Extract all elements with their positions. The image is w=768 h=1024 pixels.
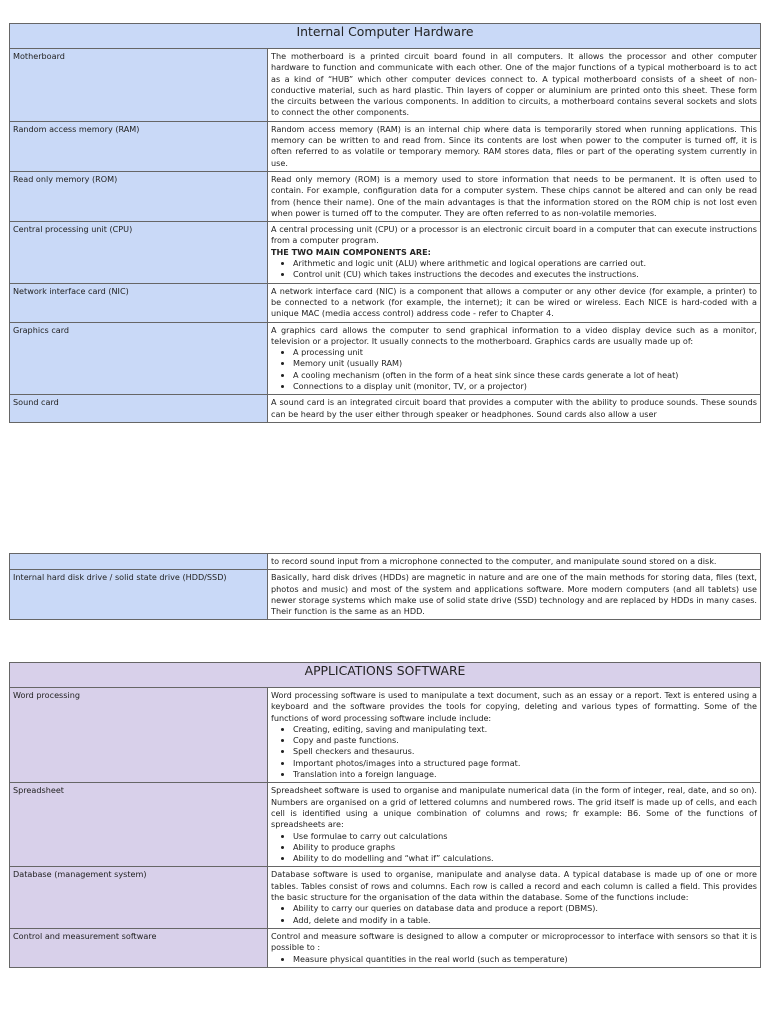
row-term: Spreadsheet — [10, 783, 268, 867]
row-description-text: A graphics card allows the computer to send graphical information to a video display device such as a monitor, television or a projector. It usually connects to the motherboard. Graphics cards are usually made up of: — [271, 324, 757, 346]
row-term: Random access memory (RAM) — [10, 121, 268, 171]
list-item: • Ability to produce graphs — [293, 842, 757, 853]
row-description: Read only memory (ROM) is a memory used to store information that needs to be permanent. It is often used to contain. For example, configuration data for a computer system. These chips cannot be altered and can only be read from (hence their name). One of the main advantages is that the information stored on the ROM chip is not lost even when power is turned off to the computer. They are often referred to as non-volatile memories. — [268, 171, 761, 221]
software-table-wrapper — [9, 662, 761, 1024]
row-description: Random access memory (RAM) is an internal chip where data is temporarily stored when running applications. This memory can be written to and read from. Since its contents are lost when power to the computer is turned off, it is often referred to as volatile or temporary memory. RAM stores data, files or part of the operating system currently in use. — [268, 121, 761, 171]
row-term: Central processing unit (CPU) — [10, 222, 268, 283]
list-item: • Ability to carry our queries on database data and produce a report (DBMS). — [293, 903, 757, 914]
list-item: • Measure physical quantities in the real world (such as temperature) — [293, 954, 757, 965]
bullet-list — [271, 258, 757, 281]
row-term: Read only memory (ROM) — [10, 171, 268, 221]
row-term: Control and measurement software — [10, 928, 268, 967]
list-item: • Control unit (CU) which takes instructions the decodes and executes the instructions. — [293, 269, 757, 280]
row-description: A network interface card (NIC) is a component that allows a computer or any other device (for example, a printer) to be connected to a network (for example, the internet); it can be wired or wireless. Each NICE is hard-coded with a unique MAC (media access control) address code - refer to Chapter 4. — [268, 283, 761, 322]
row-description — [268, 322, 761, 395]
row-description-text: Database software is used to organise, manipulate and analyse data. A typical database is made up of one or more tables. Tables consist of rows and columns. Each row is called a record and each column is called a field. This provides the basic structure for the organisation of the data within the database. Some of the functions include: — [271, 869, 757, 903]
row-term: Motherboard — [10, 49, 268, 122]
list-item: • Translation into a foreign language. — [293, 769, 757, 780]
table-row — [10, 783, 761, 867]
row-description — [268, 222, 761, 283]
list-item: • Spell checkers and thesaurus. — [293, 746, 757, 757]
list-item: • Connections to a display unit (monitor, TV, or a projector) — [293, 381, 757, 392]
row-description: The motherboard is a printed circuit board found in all computers. It allows the processor and other computer hardware to function and communicate with each other. One of the major functions of a typical motherboard is to act as a kind of “HUB” which other computer devices connect to. A typical motherboard consists of a sheet of non-conductive material, such as hard plastic. Thin layers of copper or aluminium are printed onto this sheet. These form the circuits between the various components. In addition to circuits, a motherboard contains several sockets and slots to connect the other components. — [268, 49, 761, 122]
list-item: • A processing unit — [293, 347, 757, 358]
row-description — [268, 928, 761, 967]
table-row — [10, 283, 761, 322]
table-row — [10, 867, 761, 928]
row-description-text: A central processing unit (CPU) or a processor is an electronic circuit board in a computer that can execute instructions from a computer program. — [271, 224, 757, 246]
list-item: • Add, delete and modify in a table. — [293, 915, 757, 926]
software-table — [9, 662, 761, 968]
table-row — [10, 688, 761, 783]
bullet-list — [271, 954, 757, 965]
list-item: • Creating, editing, saving and manipulating text. — [293, 724, 757, 735]
row-subheading: THE TWO MAIN COMPONENTS ARE: — [271, 246, 431, 257]
table-row — [10, 171, 761, 221]
list-item: • Important photos/images into a structured page format. — [293, 758, 757, 769]
row-term: Network interface card (NIC) — [10, 283, 268, 322]
row-description: to record sound input from a microphone connected to the computer, and manipulate sound stored on a disk. — [268, 554, 761, 570]
bullet-list — [271, 831, 757, 865]
list-item: • Memory unit (usually RAM) — [293, 358, 757, 369]
row-term: Sound card — [10, 395, 268, 423]
bullet-list — [271, 903, 757, 926]
table-row — [10, 554, 761, 570]
row-description — [268, 867, 761, 928]
row-term: Graphics card — [10, 322, 268, 395]
bullet-list — [271, 347, 757, 392]
list-item: • Use formulae to carry out calculations — [293, 831, 757, 842]
row-description: A sound card is an integrated circuit board that provides a computer with the ability to produce sounds. These sounds can be heard by the user either through speaker or headphones. Sound cards also allow a user — [268, 395, 761, 423]
row-description-text: Spreadsheet software is used to organise and manipulate numerical data (in the form of integer, real, date, and so on). Numbers are organised on a grid of lettered columns and numbered rows. The grid itself is made up of cells, and each cell is identified using a unique combination of columns and rows; fr example: B6. Some of the functions of spreadsheets are: — [271, 785, 757, 830]
table-row — [10, 395, 761, 423]
table-row — [10, 222, 761, 283]
row-description-text: Control and measure software is designed to allow a computer or microprocessor to interface with sensors so that it is possible to : — [271, 930, 757, 953]
row-description — [268, 783, 761, 867]
bullet-list — [271, 724, 757, 780]
hardware-table-title: Internal Computer Hardware — [10, 24, 761, 49]
table-row — [10, 322, 761, 395]
list-item: • Ability to do modelling and “what if” calculations. — [293, 853, 757, 864]
row-description-text: Word processing software is used to manipulate a text document, such as an essay or a report. Text is entered using a keyboard and the software provides the tools for copying, deleting and various types of formatting. Some of the functions of word processing software include include: — [271, 690, 757, 723]
table-row — [10, 49, 761, 122]
table-row — [10, 570, 761, 620]
row-term: Database (management system) — [10, 867, 268, 928]
list-item: • A cooling mechanism (often in the form of a heat sink since these cards generate a lot of heat) — [293, 370, 757, 381]
row-description: Basically, hard disk drives (HDDs) are magnetic in nature and are one of the main methods for storing data, files (text, photos and music) and most of the system and applications software. More modern computers (and all tablets) use newer storage systems which make use of solid state drive (SSD) technology and are replaced by HDDs in many cases. Their function is the same as an HDD. — [268, 570, 761, 620]
hardware-continued-table — [9, 553, 761, 620]
row-term — [10, 554, 268, 570]
table-row — [10, 121, 761, 171]
list-item: • Copy and paste functions. — [293, 735, 757, 746]
list-item: • Arithmetic and logic unit (ALU) where arithmetic and logical operations are carried out. — [293, 258, 757, 269]
table-row — [10, 928, 761, 967]
row-term: Internal hard disk drive / solid state drive (HDD/SSD) — [10, 570, 268, 620]
row-description — [268, 688, 761, 783]
hardware-table — [9, 23, 761, 423]
row-term: Word processing — [10, 688, 268, 783]
software-table-title: APPLICATIONS SOFTWARE — [10, 663, 761, 688]
